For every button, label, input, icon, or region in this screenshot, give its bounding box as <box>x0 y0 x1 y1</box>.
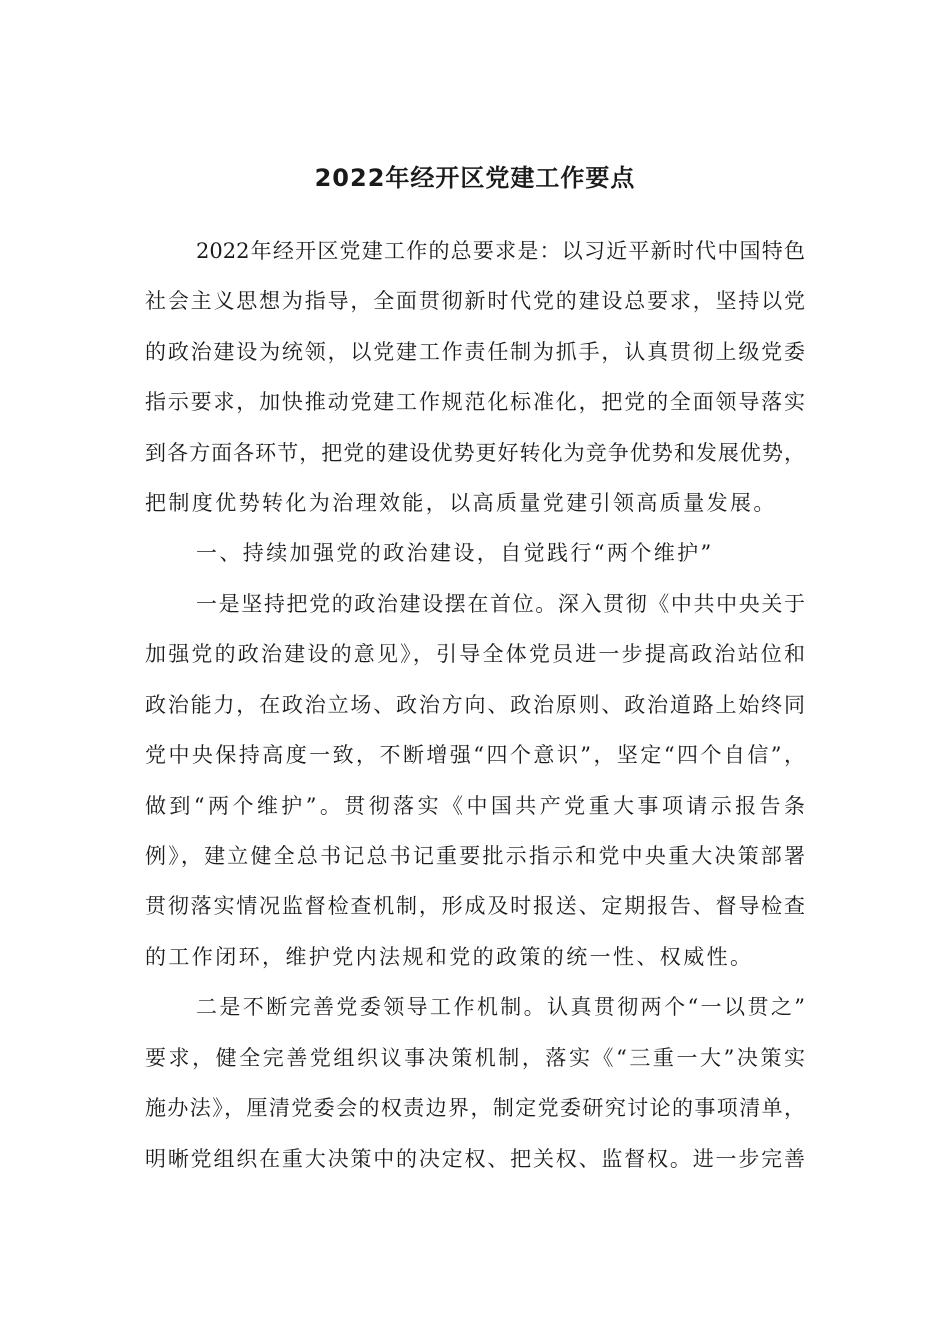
body-line: 明晰党组织在重大决策中的决定权、把关权、监督权。进一步完善 <box>145 1147 805 1171</box>
body-line: 政治能力，在政治立场、政治方向、政治原则、政治道路上始终同 <box>145 693 805 717</box>
body-line: 施办法》，厘清党委会的权责边界，制定党委研究讨论的事项清单， <box>145 1096 805 1120</box>
body-line: 2022年经开区党建工作的总要求是：以习近平新时代中国特色 <box>196 239 805 263</box>
page-title: 2022年经开区党建工作要点 <box>314 164 636 192</box>
section-heading: 一、持续加强党的政治建设，自觉践行“两个维护” <box>196 541 714 565</box>
body-line: 要求，健全完善党组织议事决策机制，落实《“三重一大”决策实 <box>145 1046 805 1070</box>
body-line: 的工作闭环，维护党内法规和党的政策的统一性、权威性。 <box>145 945 754 969</box>
body-line: 把制度优势转化为治理效能，以高质量党建引领高质量发展。 <box>145 491 777 515</box>
body-line: 党中央保持高度一致，不断增强“四个意识”，坚定“四个自信”， <box>145 743 805 767</box>
body-line: 一是坚持把党的政治建设摆在首位。深入贯彻《中共中央关于 <box>196 592 805 616</box>
body-line: 二是不断完善党委领导工作机制。认真贯彻两个“一以贯之” <box>196 995 805 1019</box>
body-line: 贯彻落实情况监督检查机制，形成及时报送、定期报告、督导检查 <box>145 894 805 918</box>
body-line: 社会主义思想为指导，全面贯彻新时代党的建设总要求，坚持以党 <box>145 289 805 313</box>
body-line: 的政治建设为统领，以党建工作责任制为抓手，认真贯彻上级党委 <box>145 340 805 364</box>
body-line: 做到“两个维护”。贯彻落实《中国共产党重大事项请示报告条 <box>145 794 805 818</box>
body-line: 指示要求，加快推动党建工作规范化标准化，把党的全面领导落实 <box>145 390 805 414</box>
body-line: 加强党的政治建设的意见》，引导全体党员进一步提高政治站位和 <box>145 642 805 666</box>
body-line: 到各方面各环节，把党的建设优势更好转化为竞争优势和发展优势， <box>145 441 805 465</box>
body-line: 例》，建立健全总书记总书记重要批示指示和党中央重大决策部署 <box>145 844 805 868</box>
